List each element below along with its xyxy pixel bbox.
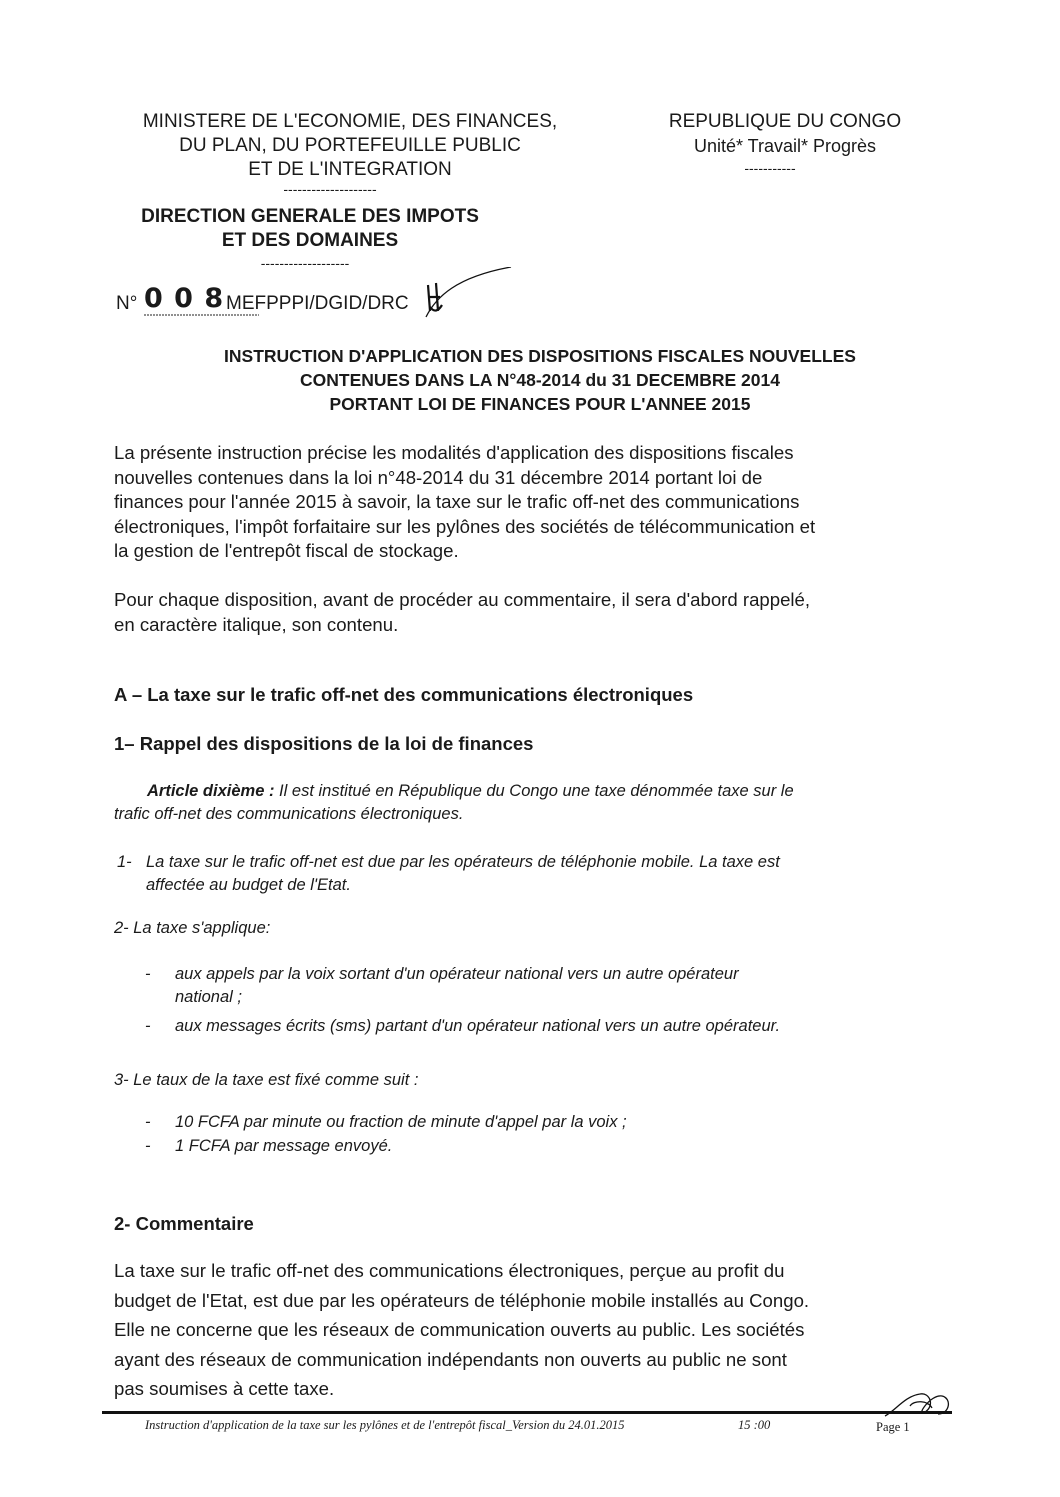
separator-dash: ------------------- xyxy=(260,255,350,271)
title-line-3: PORTANT LOI DE FINANCES POUR L'ANNEE 2015 xyxy=(329,394,751,414)
article-block xyxy=(114,780,934,826)
page-number: Page 1 xyxy=(876,1420,910,1434)
article-text: Il est institué en République du Congo une taxe dénommée taxe sur le xyxy=(274,782,794,800)
item-3-bullet: 10 FCFA par minute ou fraction de minute d'appel par la voix ; xyxy=(175,1113,627,1131)
comment-line: La taxe sur le trafic off-net des communications électroniques, perçue au profit du xyxy=(114,1260,785,1281)
ministry-line-3: ET DE L'INTEGRATION xyxy=(248,159,452,180)
item-3-bullet: 1 FCFA par message envoyé. xyxy=(175,1137,393,1155)
intro-line: nouvelles contenues dans la loi n°48-2014 du 31 décembre 2014 portant loi de xyxy=(114,466,763,488)
republic-block xyxy=(640,110,930,158)
intro-paragraph xyxy=(114,441,916,564)
intro-line: électroniques, l'impôt forfaitaire sur les pylônes des sociétés de télécommunication et xyxy=(114,515,816,537)
item-2-bullet: aux messages écrits (sms) partant d'un opérateur national vers un autre opérateur. xyxy=(175,1017,781,1035)
bullet-line: national ; xyxy=(175,988,242,1006)
comment-line: ayant des réseaux de communication indépendants non ouverts au public ne sont xyxy=(114,1348,787,1370)
section-a-heading: A – La taxe sur le trafic off-net des communications électroniques xyxy=(114,684,694,705)
item-1-line: affectée au budget de l'Etat. xyxy=(146,876,351,894)
comment-line: pas soumises à cette taxe. xyxy=(114,1378,335,1399)
direction-line-2: ET DES DOMAINES xyxy=(221,230,399,251)
bullet-dash: - xyxy=(145,1137,151,1155)
comment-line: Elle ne concerne que les réseaux de communication ouverts au public. Les sociétés xyxy=(114,1319,805,1340)
method-paragraph xyxy=(114,588,916,637)
document-title xyxy=(100,344,980,416)
item-1-line: La taxe sur le trafic off-net est due par les opérateurs de téléphonie mobile. La taxe est xyxy=(146,853,780,871)
title-line-2: CONTENUES DANS LA N°48-2014 du 31 DECEMBRE 2014 xyxy=(300,370,780,390)
comment-line: budget de l'Etat, est due par les opérateurs de téléphonie mobile installés au Congo. xyxy=(114,1289,810,1311)
direction-line-1: DIRECTION GENERALE DES IMPOTS xyxy=(141,206,479,227)
footer-time: 15 :00 xyxy=(738,1418,771,1432)
article-label: Article dixième : xyxy=(147,782,275,800)
bullet-dash: - xyxy=(145,965,151,983)
intro-line: La présente instruction précise les modalités d'application des dispositions fiscales xyxy=(114,442,794,463)
item-3-text: 3- Le taux de la taxe est fixé comme suit : xyxy=(114,1071,419,1089)
subsection-1-heading: 1– Rappel des dispositions de la loi de finances xyxy=(114,733,534,754)
comment-paragraph xyxy=(114,1256,916,1404)
bullet-dash: - xyxy=(145,1113,151,1131)
separator-dash: ----------- xyxy=(744,160,796,176)
item-2-bullet xyxy=(175,963,935,1009)
reference-code: MEFPPPI/DGID/DRC xyxy=(226,293,409,314)
reference-prefix: N° xyxy=(116,293,138,314)
national-motto: Unité* Travail* Progrès xyxy=(693,136,877,156)
subsection-2-heading: 2- Commentaire xyxy=(114,1213,254,1234)
republic-name: REPUBLIQUE DU CONGO xyxy=(668,111,902,132)
footer-rule xyxy=(102,1411,952,1414)
item-2-text: 2- La taxe s'applique: xyxy=(114,919,271,937)
footer-document-info: Instruction d'application de la taxe sur les pylônes et de l'entrepôt fiscal_Version du 24.01.2015 xyxy=(145,1418,625,1432)
method-line: en caractère italique, son contenu. xyxy=(114,613,399,635)
ministry-line-2: DU PLAN, DU PORTEFEUILLE PUBLIC xyxy=(179,135,521,156)
item-1-text xyxy=(146,851,926,897)
intro-line: la gestion de l'entrepôt fiscal de stockage. xyxy=(114,540,459,562)
ministry-name xyxy=(100,110,600,182)
ministry-line-1: MINISTERE DE L'ECONOMIE, DES FINANCES, xyxy=(142,111,558,132)
item-1-number: 1- xyxy=(117,853,132,871)
bullet-dash: - xyxy=(145,1017,151,1035)
direction-name xyxy=(100,205,520,253)
method-line: Pour chaque disposition, avant de procéder au commentaire, il sera d'abord rappelé, xyxy=(114,589,811,610)
article-text-cont: trafic off-net des communications électroniques. xyxy=(114,805,464,823)
separator-dash: -------------------- xyxy=(283,181,377,197)
bullet-line: aux appels par la voix sortant d'un opérateur national vers un autre opérateur xyxy=(175,965,739,983)
title-line-1: INSTRUCTION D'APPLICATION DES DISPOSITIONS FISCALES NOUVELLES xyxy=(224,346,856,366)
reference-number xyxy=(116,285,536,325)
intro-line: finances pour l'année 2015 à savoir, la taxe sur le trafic off-net des communications xyxy=(114,491,800,513)
reference-handwritten-number: 0 0 8 xyxy=(144,283,225,314)
handwritten-mark-icon xyxy=(416,267,526,327)
